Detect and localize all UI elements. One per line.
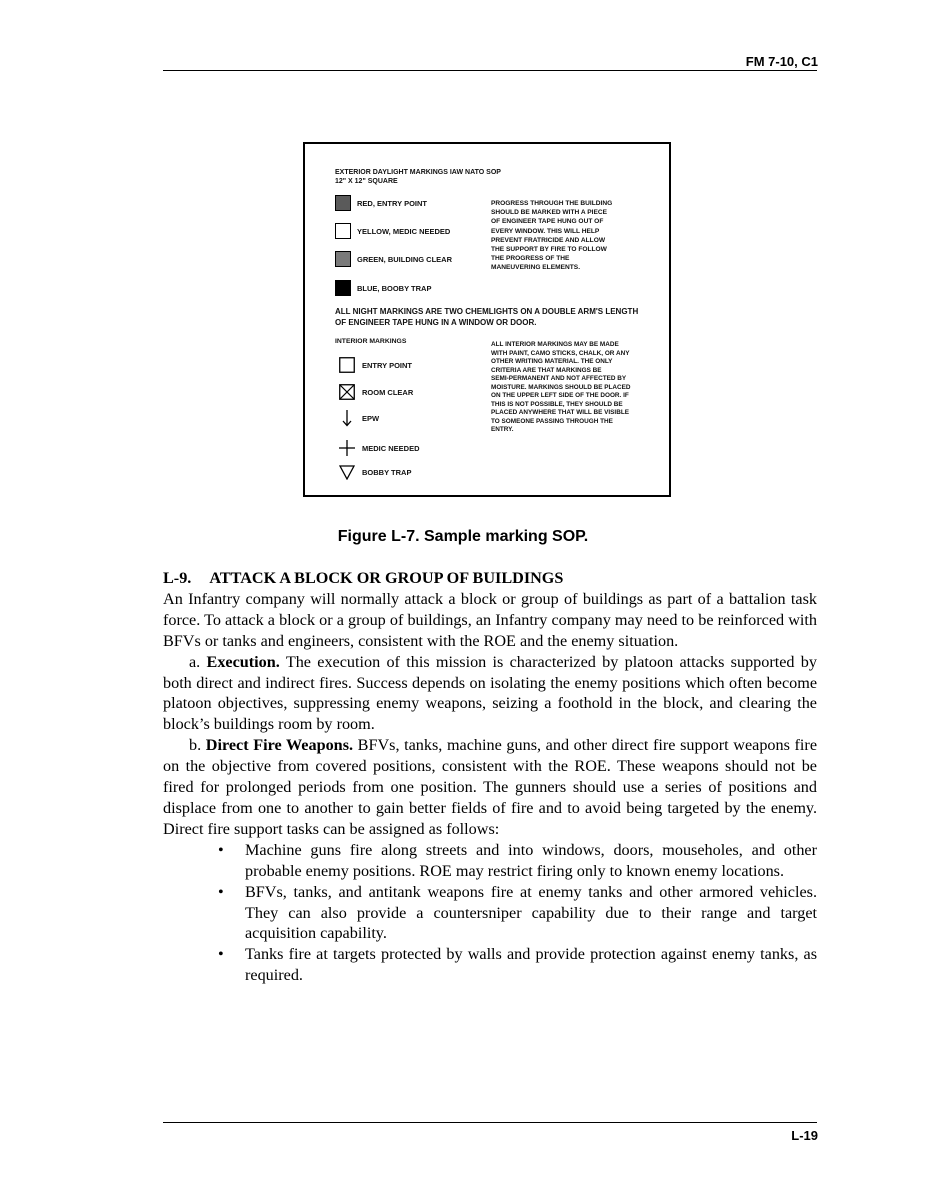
down-triangle-icon: [338, 463, 356, 481]
interior-markings-heading: INTERIOR MARKINGS: [335, 338, 407, 345]
interior-marking-label: MEDIC NEEDED: [362, 443, 420, 453]
interior-marking-label: BOBBY TRAP: [362, 467, 412, 477]
paragraph-a-marker: a.: [189, 652, 201, 671]
exterior-marking-label: YELLOW, MEDIC NEEDED: [357, 226, 451, 236]
list-item: [163, 944, 817, 986]
exterior-marking-label: RED, ENTRY POINT: [357, 198, 428, 208]
exterior-note: PROGRESS THROUGH THE BUILDING SHOULD BE MARKED WITH A PIECE OF ENGINEER TAPE HUNG OUT OF EVERY WINDOW. THIS WILL HELP PREVENT FRATRICIDE AND ALLOW THE SUPPORT BY FIRE TO FOLLOW THE PROGRESS OF THE MANEUVERING ELEMENTS.: [491, 200, 613, 272]
paragraph-a: [163, 652, 817, 736]
list-item: [163, 840, 817, 882]
figure-caption: Figure L-7. Sample marking SOP.: [337, 528, 589, 545]
exterior-marking-blue: [335, 280, 431, 296]
paragraph-a-text: The execution of this mission is characterized by platoon attacks supported by both direct and indirect fires. Success depends on isolating the enemy positions which often become platoon objectives, suppressing enemy weapons, seizing a foothold in the block, and clearing the block’s buildings room by room.: [163, 652, 817, 734]
paragraph-a-title: Execution.: [206, 652, 280, 671]
section-heading: [163, 568, 817, 589]
figure-title-line2: 12" X 12" SQUARE: [335, 178, 398, 185]
green-swatch-icon: [335, 251, 351, 267]
empty-square-icon: [338, 356, 356, 374]
interior-marking-label: EPW: [362, 413, 380, 423]
exterior-marking-yellow: [335, 223, 450, 239]
bullet-icon: •: [218, 882, 224, 901]
interior-marking-booby-trap: [338, 463, 411, 481]
list-item: [163, 882, 817, 945]
exterior-marking-red: [335, 195, 427, 211]
header-rule: [163, 70, 817, 71]
interior-note: ALL INTERIOR MARKINGS MAY BE MADE WITH PAINT, CAMO STICKS, CHALK, OR ANY OTHER WRITING MATERIAL. THE ONLY CRITERIA ARE THAT MARKINGS BE SEMI-PERMANENT AND NOT AFFECTED BY MOISTURE. MARKINGS SHOULD BE PLACED ON THE UPPER LEFT SIDE OF THE DOOR. IF THIS IS NOT POSSIBLE, THEY SHOULD BE PLACED ANYWHERE THAT WILL BE VISIBLE TO SOMEONE PASSING THROUGH THE ENTRY.: [491, 341, 631, 433]
interior-marking-room-clear: [338, 383, 413, 401]
section-body: [163, 568, 817, 986]
yellow-swatch-icon: [335, 223, 351, 239]
interior-marking-label: ROOM CLEAR: [362, 387, 414, 397]
interior-marking-medic-needed: [338, 439, 420, 457]
page-number: L-19: [791, 1128, 818, 1143]
crossed-square-icon: [338, 383, 356, 401]
interior-marking-entry-point: [338, 356, 412, 374]
plus-icon: [338, 439, 356, 457]
list-item-text: Machine guns fire along streets and into windows, doors, mouseholes, and other probable enemy positions. ROE may restrict firing only to known enemy locations.: [245, 840, 817, 880]
list-item-text: BFVs, tanks, and antitank weapons fire at enemy tanks and other armored vehicles. They can also provide a countersniper capability due to their range and target acquisition capability.: [245, 882, 817, 943]
red-swatch-icon: [335, 195, 351, 211]
night-markings-note: ALL NIGHT MARKINGS ARE TWO CHEMLIGHTS ON A DOUBLE ARM'S LENGTH OF ENGINEER TAPE HUNG IN A WINDOW OR DOOR.: [335, 307, 639, 327]
down-arrow-icon: [338, 409, 356, 427]
exterior-marking-label: BLUE, BOOBY TRAP: [357, 283, 432, 293]
section-intro: An Infantry company will normally attack a block or group of buildings as part of a battalion task force. To attack a block or a group of buildings, an Infantry company may need to be reinforced with BFVs or tanks and engineers, consistent with the ROE and the enemy situation.: [163, 589, 817, 650]
direct-fire-task-list: [163, 840, 817, 986]
interior-marking-epw: [338, 409, 379, 427]
bullet-icon: •: [218, 840, 224, 859]
paragraph-b-marker: b.: [189, 736, 202, 755]
interior-marking-label: ENTRY POINT: [362, 360, 413, 370]
section-number: L-9.: [163, 569, 192, 587]
paragraph-b-text: BFVs, tanks, machine guns, and other direct fire support weapons fire on the objective from covered positions, consistent with the ROE. These weapons should not be fired for prolonged periods from one position. The gunners should use a series of positions and displace from one to another to gain better fields of fire and to avoid being targeted by the enemy. Direct fire support tasks can be assigned as follows:: [163, 736, 818, 838]
marking-sop-figure: [303, 142, 671, 497]
bullet-icon: •: [218, 945, 224, 964]
document-id: FM 7-10, C1: [745, 54, 818, 69]
paragraph-b-title: Direct Fire Weapons.: [205, 736, 354, 755]
figure-title-line1: EXTERIOR DAYLIGHT MARKINGS IAW NATO SOP: [335, 169, 501, 176]
paragraph-b: [163, 735, 817, 840]
section-title: ATTACK A BLOCK OR GROUP OF BUILDINGS: [209, 569, 564, 587]
blue-swatch-icon: [335, 280, 351, 296]
exterior-marking-green: [335, 251, 452, 267]
exterior-marking-label: GREEN, BUILDING CLEAR: [357, 254, 453, 264]
list-item-text: Tanks fire at targets protected by walls and provide protection against enemy tanks, as required.: [245, 945, 817, 985]
footer-rule: [163, 1122, 817, 1123]
